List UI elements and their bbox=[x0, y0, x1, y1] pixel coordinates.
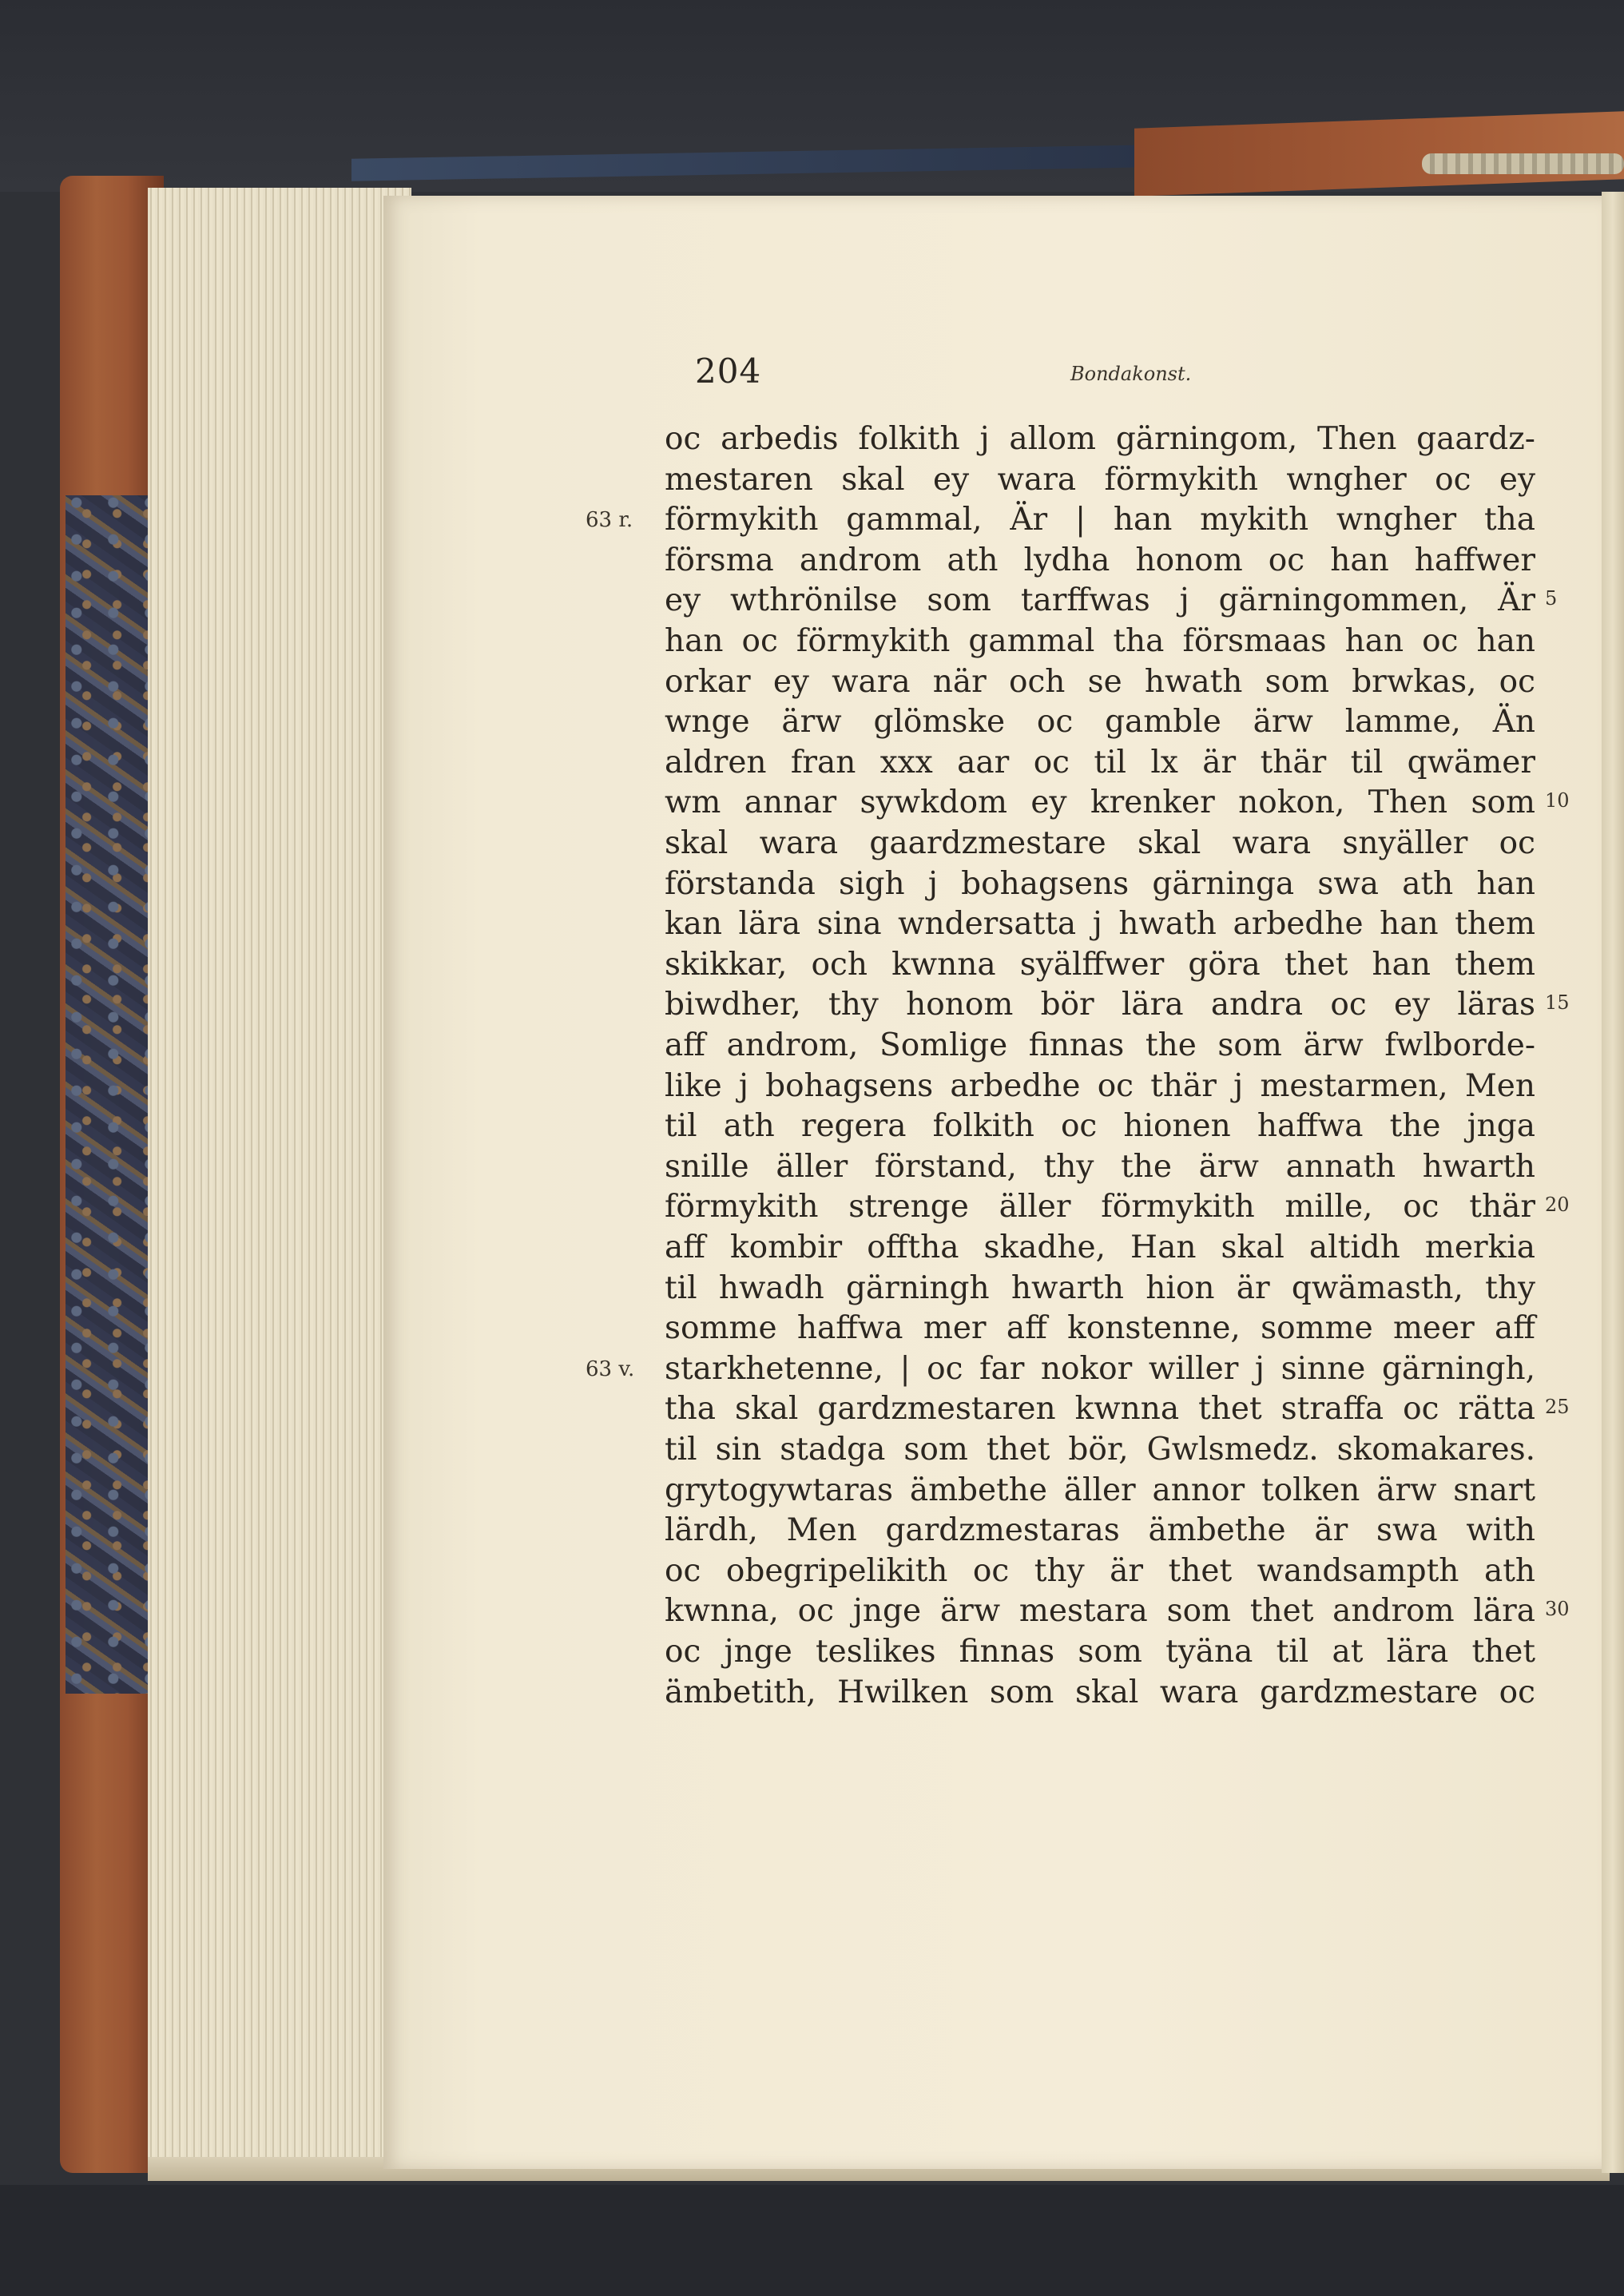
text-line: skal wara gaardzmestare skal wara snyäller oc bbox=[665, 825, 1535, 861]
line-number: 5 bbox=[1545, 587, 1558, 610]
text-line: til sin stadga som thet bör, Gwlsmedz. skomakares. bbox=[665, 1432, 1535, 1468]
text-line: skikkar, och kwnna syälffwer göra thet han them bbox=[665, 946, 1535, 983]
text-line: oc arbedis folkith j allom gärningom, Then gaardz- bbox=[665, 421, 1535, 457]
text-line: mestaren skal ey wara förmykith wngher oc ey bbox=[665, 461, 1535, 498]
text-line: wm annar sywkdom ey krenker nokon, Then som bbox=[665, 785, 1535, 821]
text-line: försma androm ath lydha honom oc han haffwer bbox=[665, 542, 1535, 578]
text-line: oc obegripelikith oc thy är thet wandsampth ath bbox=[665, 1552, 1535, 1589]
line-number: 20 bbox=[1545, 1194, 1570, 1217]
text-line: lärdh, Men gardzmestaras ämbethe är swa with bbox=[665, 1512, 1535, 1549]
text-line: aff kombir offtha skadhe, Han skal altidh merkia bbox=[665, 1229, 1535, 1265]
marbled-cover bbox=[66, 495, 152, 1694]
line-number: 25 bbox=[1545, 1396, 1570, 1419]
text-line: somme haffwa mer aff konstenne, somme meer aff bbox=[665, 1310, 1535, 1347]
text-line: starkhetenne, | oc far nokor willer j sinne gärningh, bbox=[665, 1350, 1535, 1387]
text-line: kan lära sina wndersatta j hwath arbedhe han them bbox=[665, 906, 1535, 943]
page-header bbox=[695, 352, 1414, 399]
text-line: ämbetith, Hwilken som skal wara gardzmestare oc bbox=[665, 1674, 1535, 1710]
text-line: snille äller förstand, thy the ärw annath hwarth bbox=[665, 1148, 1535, 1185]
text-line: förstanda sigh j bohagsens gärninga swa ath han bbox=[665, 865, 1535, 902]
text-line: til ath regera folkith oc hionen haffwa the jnga bbox=[665, 1108, 1535, 1145]
margin-folio: 63 r. bbox=[586, 508, 633, 533]
bookmark-string bbox=[1422, 153, 1624, 174]
text-line: aff androm, Somlige finnas the som ärw fwlborde- bbox=[665, 1027, 1535, 1063]
page-edges bbox=[148, 188, 411, 2177]
dark-foreground bbox=[0, 2185, 1624, 2296]
fore-edge bbox=[1602, 192, 1624, 2173]
text-line: kwnna, oc jnge ärw mestara som thet androm lära bbox=[665, 1593, 1535, 1630]
text-line: like j bohagsens arbedhe oc thär j mestarmen, Men bbox=[665, 1067, 1535, 1104]
line-number: 30 bbox=[1545, 1598, 1570, 1621]
text-line: tha skal gardzmestaren kwnna thet straffa oc rätta bbox=[665, 1391, 1535, 1428]
text-line: oc jnge teslikes finnas som tyäna til at lära thet bbox=[665, 1634, 1535, 1670]
page-number: 204 bbox=[695, 352, 762, 391]
text-line: wnge ärw glömske oc gamble ärw lamme, Än bbox=[665, 704, 1535, 741]
margin-folio: 63 v. bbox=[586, 1357, 635, 1381]
text-line: til hwadh gärningh hwarth hion är qwämasth, thy bbox=[665, 1269, 1535, 1306]
text-line: förmykith strenge äller förmykith mille, oc thär bbox=[665, 1189, 1535, 1225]
text-line: aldren fran xxx aar oc til lx är thär til qwämer bbox=[665, 744, 1535, 781]
text-line: grytogywtaras ämbethe äller annor tolken ärw snart bbox=[665, 1472, 1535, 1508]
line-number: 15 bbox=[1545, 991, 1570, 1015]
text-line: han oc förmykith gammal tha försmaas han oc han bbox=[665, 623, 1535, 659]
running-head: Bondakonst. bbox=[1070, 363, 1192, 385]
text-line: förmykith gammal, Är | han mykith wngher tha bbox=[665, 502, 1535, 538]
text-line: ey wthrönilse som tarffwas j gärningommen, Är bbox=[665, 582, 1535, 619]
line-number: 10 bbox=[1545, 789, 1570, 812]
text-line: biwdher, thy honom bör lära andra oc ey läras bbox=[665, 987, 1535, 1023]
text-line: orkar ey wara när och se hwath som brwkas, oc bbox=[665, 663, 1535, 700]
